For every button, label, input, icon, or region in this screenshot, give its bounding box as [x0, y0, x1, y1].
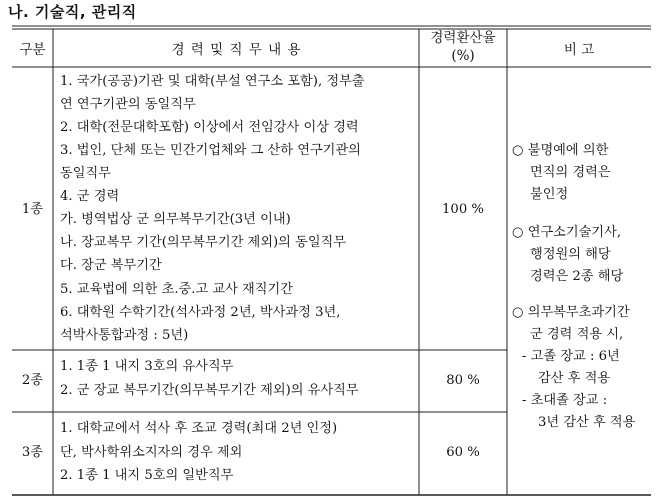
- list-item: 2. 대학(전문대학포함) 이상에서 전임강사 이상 경력: [60, 120, 359, 135]
- list-item: 나. 장교복무 기간(의무복무기간 제외)의 동일직무: [60, 235, 347, 250]
- list-item: 5. 교육법에 의한 초.중.고 교사 재직기간: [60, 282, 294, 297]
- list-item: 연 연구기관의 동일직무: [60, 97, 196, 112]
- list-item: 1. 1종 1 내지 3호의 유사직무: [60, 359, 234, 374]
- list-item: 2. 군 장교 복무기간(의무복무기간 제외)의 유사직무: [60, 383, 359, 398]
- row-type: 3종: [21, 445, 44, 460]
- list-item: 4. 군 경력: [60, 189, 120, 204]
- header-rate: [419, 29, 507, 65]
- list-item: 가. 병역법상 군 의무복무기간(3년 이내): [60, 212, 291, 227]
- list-item: 2. 1종 1 내지 5호의 일반직무: [60, 468, 234, 483]
- list-item: 3. 법인, 단체 또는 민간기업체와 그 산하 연구기관의: [60, 143, 361, 158]
- note-line: 불인정: [530, 187, 569, 202]
- note-line: 면직의 경력은: [530, 165, 611, 180]
- list-item: 석박사통합과정 : 5년): [60, 328, 189, 343]
- header-note: 비 고: [563, 42, 595, 58]
- section-title: 나. 기술직, 관리직: [8, 3, 137, 21]
- header-rate-line2: (%): [451, 48, 475, 64]
- note-line: 군 경력 적용 시,: [530, 327, 624, 342]
- list-item: 1. 대학교에서 석사 후 조교 경력(최대 2년 인정): [60, 421, 338, 436]
- header-rate-line1: 경력환산율: [430, 30, 496, 46]
- list-item: 6. 대학원 수학기간(석사과정 2년, 박사과정 3년,: [60, 305, 341, 320]
- note-line: ○ 의무복무초과기간: [512, 305, 630, 320]
- note-line: 3년 감산 후 적용: [538, 415, 636, 430]
- list-item: 단, 박사학위소지자의 경우 제외: [60, 445, 243, 460]
- note-line: ○ 불명예에 의한: [512, 143, 609, 158]
- list-item: 다. 장군 복무기간: [60, 258, 162, 273]
- note-line: 경력은 2종 해당: [530, 269, 624, 284]
- list-item: 1. 국가(공공)기관 및 대학(부설 연구소 포함), 정부출: [60, 74, 365, 89]
- note-line: - 초대졸 장교 :: [522, 393, 608, 408]
- row-rate: 80 %: [446, 373, 480, 388]
- note-line: 행정원의 해당: [530, 247, 611, 262]
- note-line: ○ 연구소기술기사,: [512, 225, 622, 240]
- header-type: 구분: [19, 42, 46, 58]
- row-type: 1종: [21, 202, 44, 217]
- list-item: 동일직무: [60, 166, 111, 181]
- row-rate: 100 %: [442, 202, 484, 217]
- row-type: 2종: [21, 373, 44, 388]
- row-rate: 60 %: [446, 445, 480, 460]
- note-line: - 고졸 장교 : 6년: [522, 349, 620, 364]
- note-line: 감산 후 적용: [538, 371, 611, 386]
- header-career: 경 력 및 직 무 내 용: [171, 42, 301, 58]
